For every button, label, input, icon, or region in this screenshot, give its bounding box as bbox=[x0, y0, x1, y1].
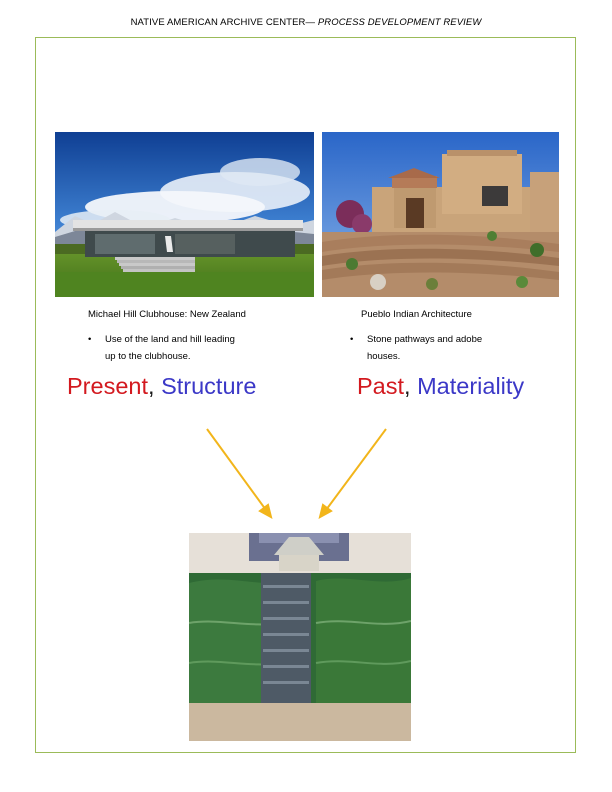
right-caption: Pueblo Indian Architecture bbox=[361, 309, 472, 320]
heading-comma: , bbox=[404, 373, 411, 399]
right-arrow-icon bbox=[326, 429, 386, 510]
left-caption: Michael Hill Clubhouse: New Zealand bbox=[88, 309, 246, 320]
heading-comma: , bbox=[148, 373, 155, 399]
right-bullet-line-2: houses. bbox=[367, 351, 401, 362]
left-bullet-line-1: Use of the land and hill leading bbox=[105, 334, 235, 345]
bullet-dot: • bbox=[350, 334, 354, 345]
heading-materiality: Materiality bbox=[417, 373, 525, 399]
heading-structure: Structure bbox=[161, 373, 257, 399]
bullet-dot: • bbox=[88, 334, 92, 345]
header-subtitle: PROCESS DEVELOPMENT REVIEW bbox=[317, 17, 482, 28]
right-bullet-line-1: Stone pathways and adobe bbox=[367, 334, 483, 345]
heading-past: Past bbox=[357, 373, 405, 399]
header-title: NATIVE AMERICAN ARCHIVE CENTER— bbox=[130, 17, 318, 28]
left-arrow-icon bbox=[207, 429, 266, 510]
left-arrowhead bbox=[260, 505, 271, 517]
model-photo bbox=[189, 533, 411, 741]
heading-present: Present bbox=[67, 373, 148, 399]
left-bullet-line-2: up to the clubhouse. bbox=[105, 351, 191, 362]
